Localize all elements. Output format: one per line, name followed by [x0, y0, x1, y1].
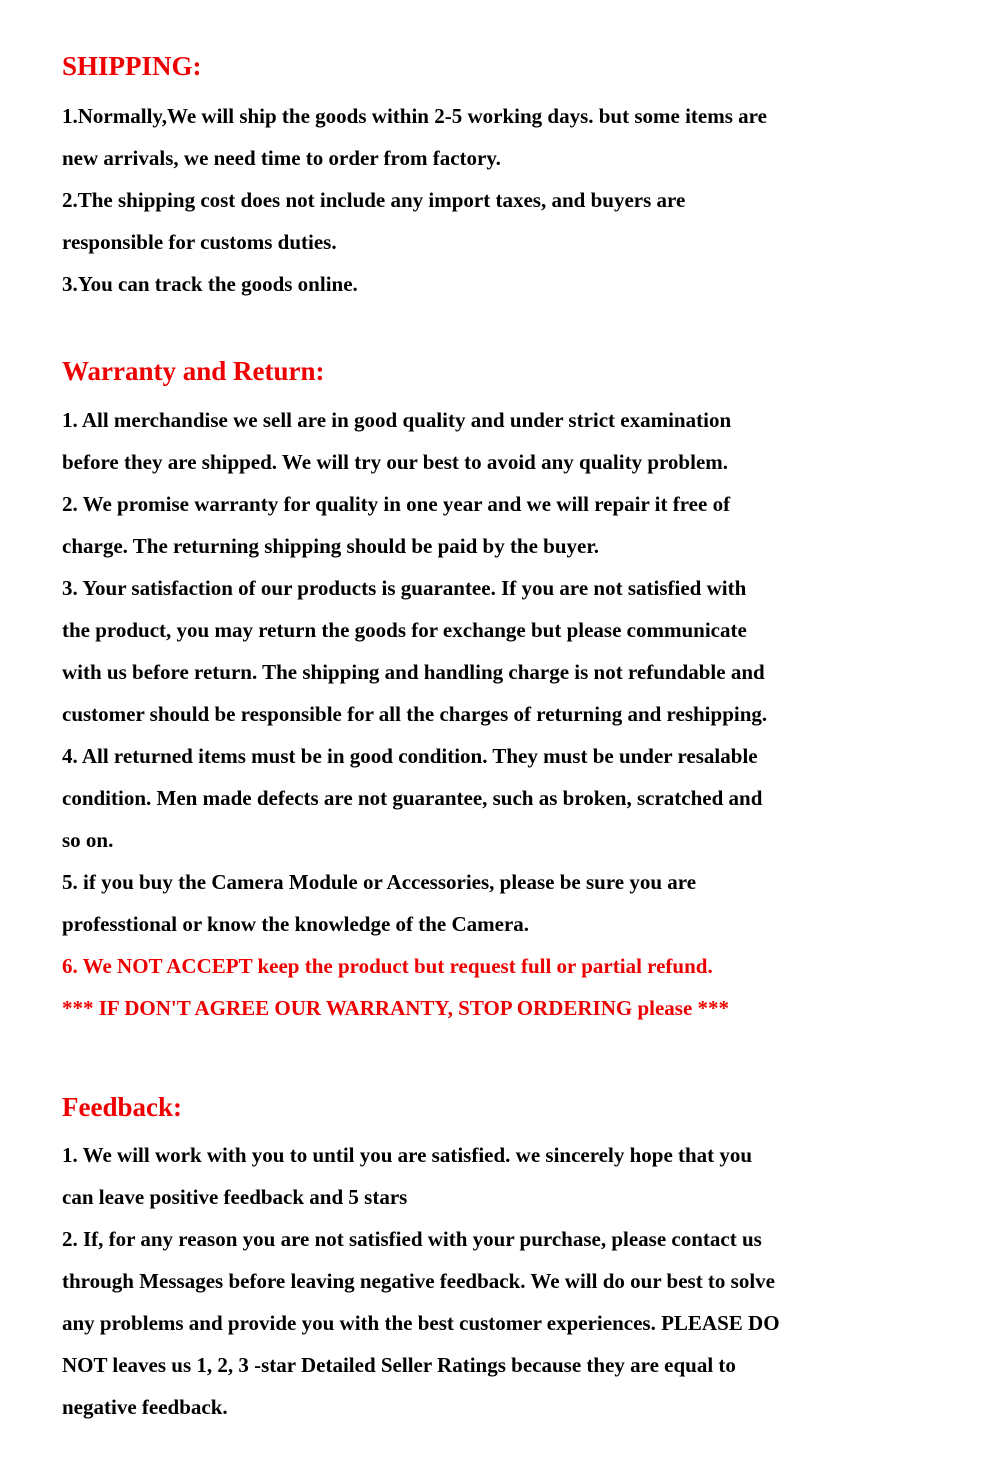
- shipping-line: responsible for customs duties.: [62, 230, 337, 254]
- warranty-line: so on.: [62, 828, 114, 852]
- warranty-warning-line: 6. We NOT ACCEPT keep the product but request full or partial refund.: [62, 954, 713, 978]
- warranty-line: customer should be responsible for all the charges of returning and reshipping.: [62, 702, 768, 726]
- warranty-line: with us before return. The shipping and handling charge is not refundable and: [62, 660, 765, 684]
- shipping-line: new arrivals, we need time to order from factory.: [62, 146, 501, 170]
- shipping-line: 1.Normally,We will ship the goods within 2-5 working days. but some items are: [62, 104, 767, 128]
- warranty-line: 5. if you buy the Camera Module or Accessories, please be sure you are: [62, 870, 697, 894]
- shipping-heading: SHIPPING:: [62, 51, 202, 81]
- feedback-line: 2. If, for any reason you are not satisfied with your purchase, please contact us: [62, 1227, 762, 1251]
- shipping-line: 2.The shipping cost does not include any import taxes, and buyers are: [62, 188, 686, 212]
- feedback-line: negative feedback.: [62, 1395, 228, 1419]
- feedback-line: through Messages before leaving negative feedback. We will do our best to solve: [62, 1269, 776, 1293]
- feedback-line: NOT leaves us 1, 2, 3 -star Detailed Seller Ratings because they are equal to: [62, 1353, 736, 1377]
- warranty-warning-line: *** IF DON'T AGREE OUR WARRANTY, STOP ORDERING please ***: [62, 996, 730, 1020]
- warranty-line: the product, you may return the goods for exchange but please communicate: [62, 618, 747, 642]
- feedback-line: can leave positive feedback and 5 stars: [62, 1185, 408, 1209]
- warranty-line: before they are shipped. We will try our best to avoid any quality problem.: [62, 450, 729, 474]
- warranty-line: professtional or know the knowledge of the Camera.: [62, 912, 530, 936]
- warranty-line: charge. The returning shipping should be paid by the buyer.: [62, 534, 600, 558]
- warranty-line: condition. Men made defects are not guarantee, such as broken, scratched and: [62, 786, 763, 810]
- warranty-line: 2. We promise warranty for quality in one year and we will repair it free of: [62, 492, 731, 516]
- feedback-line: 1. We will work with you to until you are satisfied. we sincerely hope that you: [62, 1143, 753, 1167]
- feedback-line: any problems and provide you with the best customer experiences. PLEASE DO: [62, 1311, 780, 1335]
- warranty-heading: Warranty and Return:: [62, 356, 325, 386]
- warranty-line: 3. Your satisfaction of our products is guarantee. If you are not satisfied with: [62, 576, 747, 600]
- warranty-line: 1. All merchandise we sell are in good quality and under strict examination: [62, 408, 732, 432]
- feedback-heading: Feedback:: [62, 1092, 182, 1122]
- shipping-line: 3.You can track the goods online.: [62, 272, 358, 296]
- warranty-line: 4. All returned items must be in good condition. They must be under resalable: [62, 744, 758, 768]
